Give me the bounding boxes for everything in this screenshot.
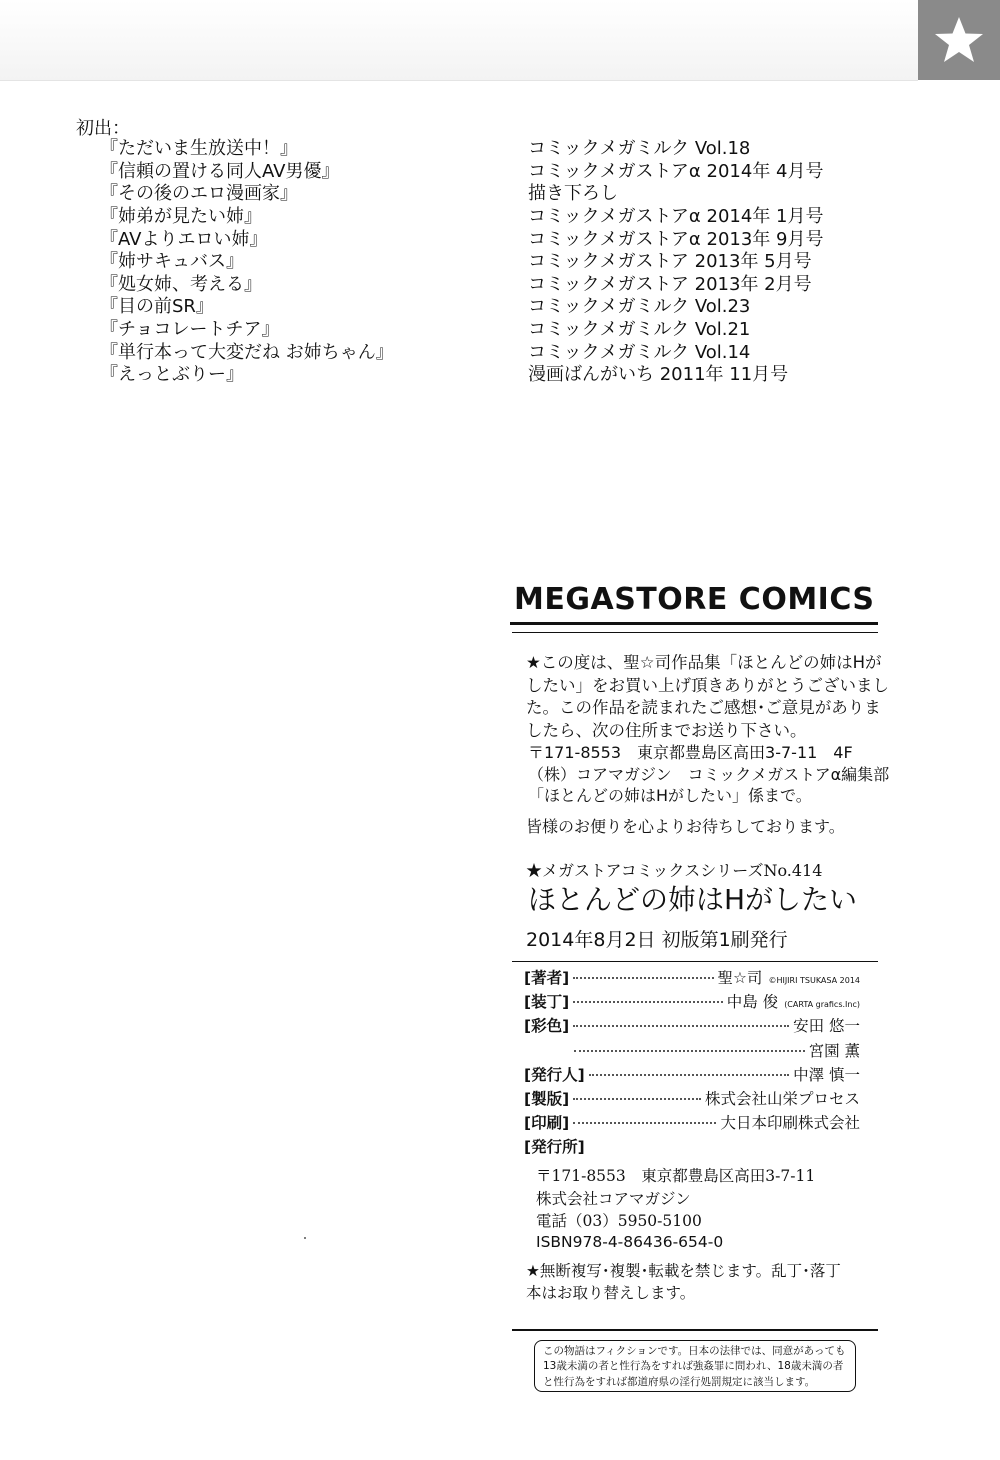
work-title: 『目の前SR』 (100, 296, 214, 318)
publisher-line: 株式会社コアマガジン (536, 1189, 691, 1208)
work-source: コミックメガミルク Vol.18 (528, 138, 751, 160)
list-item (100, 136, 860, 159)
work-source: コミックメガストアα 2014年 1月号 (528, 206, 824, 228)
publisher-address (536, 1165, 815, 1233)
work-title: 『ただいま生放送中！』 (100, 138, 298, 160)
list-item (100, 181, 860, 204)
credit-role: [著者] (524, 969, 570, 987)
series-number: ★メガストアコミックスシリーズNo.414 (526, 861, 823, 880)
publisher-label: [発行所] (524, 1138, 585, 1157)
work-source: コミックメガミルク Vol.23 (528, 296, 751, 318)
list-item (100, 226, 860, 249)
credit-row (524, 1111, 860, 1135)
credit-name: 聖☆司 (717, 969, 763, 987)
message-line: ★この度は、聖☆司作品集「ほとんどの姉はHが (526, 653, 882, 672)
work-source: 漫画ばんがいち 2011年 11月号 (528, 364, 789, 386)
paper-speck (304, 1237, 306, 1239)
work-title: 『姉サキュバス』 (100, 251, 244, 273)
closing-note: 皆様のお便りを心よりお待ちしております。 (526, 817, 845, 836)
divider (512, 961, 878, 962)
credit-name: 株式会社山栄プロセス (704, 1089, 860, 1108)
credit-row (524, 1087, 860, 1111)
book-title: ほとんどの姉はHがしたい (528, 883, 858, 916)
first-publication-label: 初出： (76, 118, 130, 139)
list-item (100, 249, 860, 272)
warning-line: ★無断複写･複製･転載を禁じます。乱丁･落丁 (526, 1262, 841, 1280)
first-publication-list (100, 136, 860, 385)
credit-row (524, 1039, 860, 1063)
reader-message (526, 652, 889, 742)
work-source: コミックメガミルク Vol.14 (528, 341, 751, 363)
work-title: 『処女姉、考える』 (100, 273, 262, 295)
work-source: コミックメガミルク Vol.21 (528, 319, 751, 341)
brand-logo: MEGASTORE COMICS (514, 582, 875, 617)
leader-dots (589, 1074, 789, 1076)
credit-role: [装丁] (524, 993, 570, 1012)
corner-star-tab (918, 0, 1000, 80)
list-item (100, 339, 860, 362)
credit-name: 大日本印刷株式会社 (720, 1114, 860, 1133)
credit-name: 宮園 薫 (808, 1041, 860, 1060)
credits-list (524, 966, 860, 1160)
publisher-line: 電話（03）5950-5100 (536, 1212, 702, 1230)
list-item (100, 317, 860, 340)
credit-row (524, 1135, 860, 1159)
divider (512, 1329, 878, 1331)
work-title: 『えっとぶりー』 (100, 364, 244, 386)
address-line: （株）コアマガジン コミックメガストアα編集部 (528, 764, 890, 784)
isbn: ISBN978-4-86436-654-0 (536, 1233, 724, 1251)
notice-line: この物語はフィクションです。日本の法律では、同意があっても (543, 1345, 846, 1357)
star-icon (933, 14, 985, 66)
credit-row (524, 966, 860, 990)
top-band (0, 0, 918, 81)
credit-role: [彩色] (524, 1017, 570, 1036)
notice-line: 13歳未満の者と性行為をすれば強姦罪に問われ、18歳未満の者 (543, 1360, 844, 1373)
work-source: 描き下ろし (528, 183, 618, 205)
message-line: したら、次の住所までお送り下さい。 (526, 720, 807, 740)
leader-dots (573, 1001, 723, 1003)
list-item (100, 204, 860, 227)
message-line: したい」をお買い上げ頂きありがとうございまし (526, 675, 889, 695)
divider (510, 622, 878, 625)
work-source: コミックメガストア 2013年 5月号 (528, 251, 812, 273)
list-item (100, 272, 860, 295)
warning-line: 本はお取り替えします。 (526, 1284, 696, 1302)
message-line: た。この作品を読まれたご感想･ご意見がありま (526, 698, 881, 718)
publication-date: 2014年8月2日 初版第1刷発行 (526, 929, 788, 951)
work-title: 『姉弟が見たい姉』 (100, 206, 262, 228)
credit-name: 中澤 慎一 (793, 1065, 860, 1084)
list-item (100, 294, 860, 317)
work-title: 『チョコレートチア』 (100, 319, 280, 341)
credit-note: (CARTA grafics.Inc) (784, 1000, 860, 1010)
work-title: 『信頼の置ける同人AV男優』 (100, 160, 340, 182)
leader-dots (573, 1025, 789, 1027)
credit-name: 安田 悠一 (793, 1017, 860, 1036)
fiction-notice (534, 1340, 856, 1392)
credit-row (524, 1014, 860, 1038)
list-item (100, 362, 860, 385)
copy-warning (526, 1260, 870, 1304)
work-source: コミックメガストアα 2013年 9月号 (528, 228, 824, 250)
address-line: 「ほとんどの姉はHがしたい」係まで。 (528, 786, 812, 805)
credit-row (524, 990, 860, 1014)
work-source: コミックメガストア 2013年 2月号 (528, 273, 812, 295)
mailing-address (528, 742, 890, 807)
address-line: 〒171-8553 東京都豊島区高田3-7-11 4F (528, 743, 853, 762)
work-title: 『AVよりエロい姉』 (100, 228, 268, 250)
credit-role: [印刷] (524, 1114, 570, 1133)
credit-name: 中島 俊 (726, 993, 779, 1012)
leader-dots (574, 1050, 805, 1052)
work-title: 『その後のエロ漫画家』 (100, 183, 298, 205)
leader-dots (573, 1122, 716, 1124)
work-source: コミックメガストアα 2014年 4月号 (528, 160, 824, 182)
credit-role: [製版] (524, 1089, 570, 1108)
divider (512, 632, 878, 633)
credit-note: ©HIJIRI TSUKASA 2014 (768, 976, 860, 985)
leader-dots (573, 1098, 701, 1100)
list-item (100, 159, 860, 182)
credit-row (524, 1063, 860, 1087)
notice-line: と性行為をすれば都道府県の淫行処罰規定に該当します。 (543, 1375, 816, 1388)
credit-role: [発行人] (524, 1065, 585, 1084)
leader-dots (573, 977, 713, 979)
work-title: 『単行本って大変だね お姉ちゃん』 (100, 341, 394, 363)
publisher-line: 〒171-8553 東京都豊島区高田3-7-11 (536, 1167, 816, 1185)
